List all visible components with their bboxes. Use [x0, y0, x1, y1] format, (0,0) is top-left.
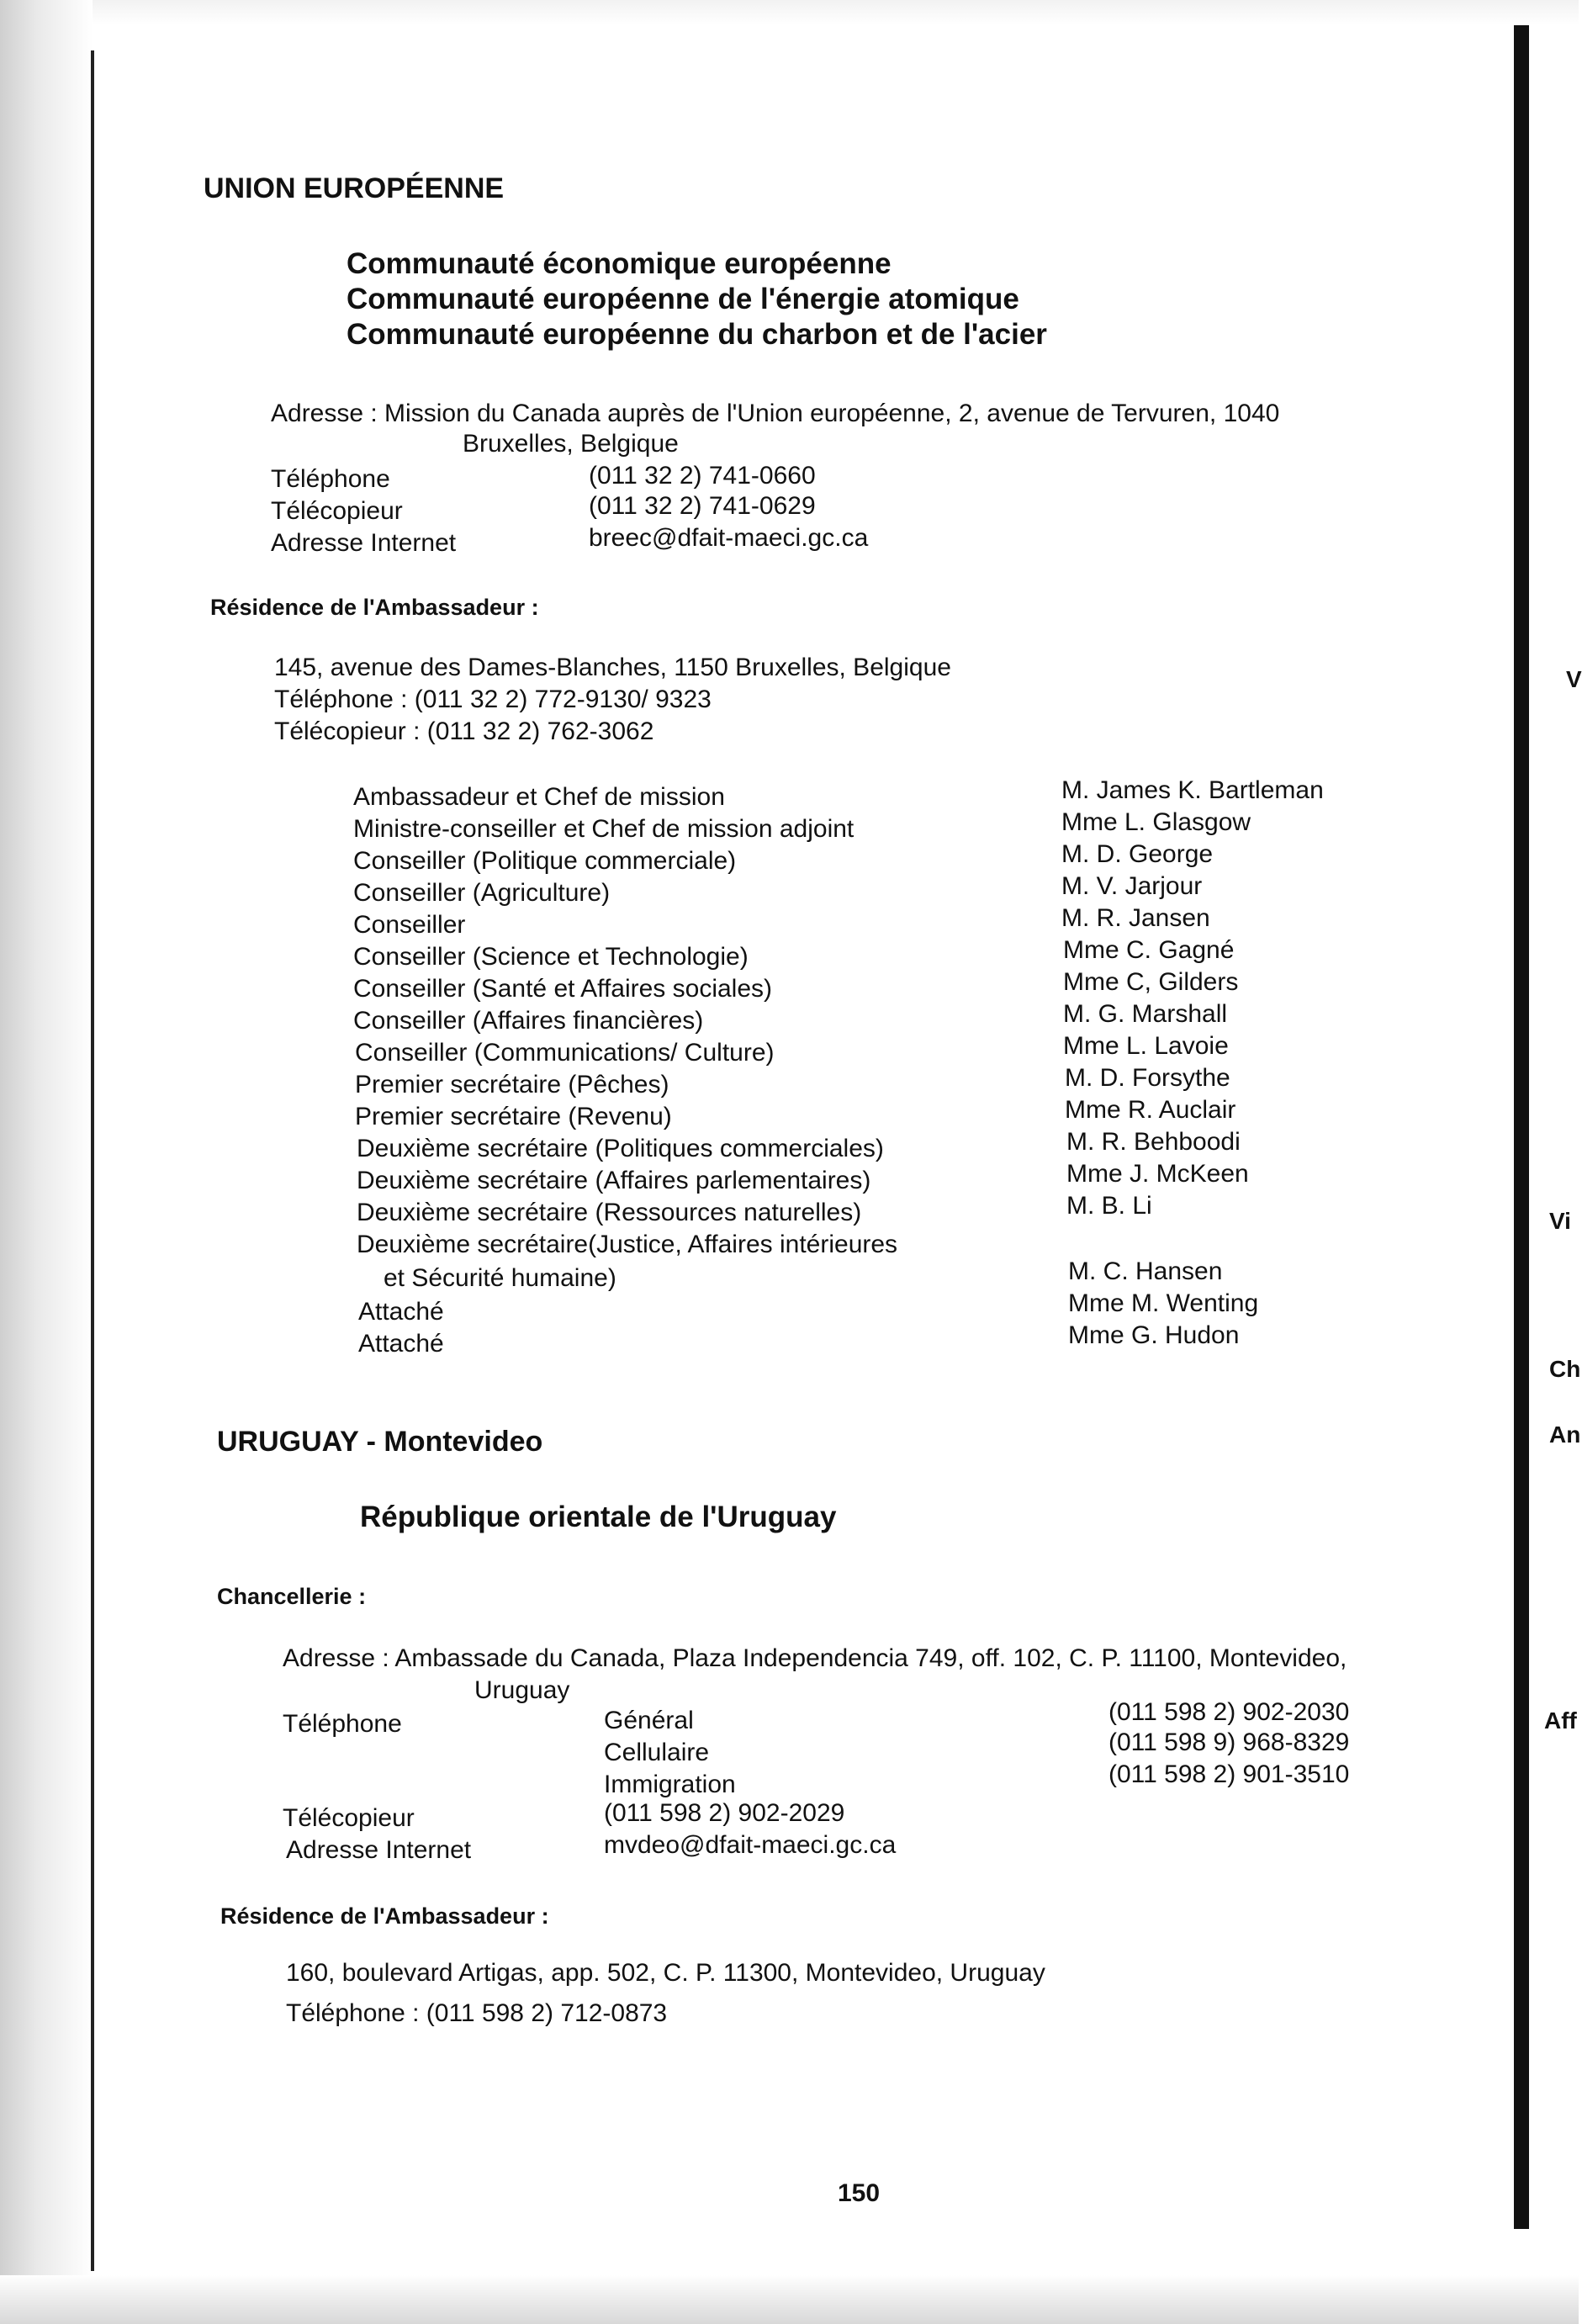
- eu-subtitle-1: Communauté économique européenne: [347, 247, 892, 280]
- edge-fragment: An: [1549, 1421, 1581, 1448]
- eu-staff-title: Conseiller (Santé et Affaires sociales): [353, 975, 773, 1003]
- eu-fax-label: Télécopieur: [271, 497, 403, 525]
- eu-staff-title: Premier secrétaire (Pêches): [355, 1071, 669, 1098]
- eu-staff-name: M. B. Li: [1066, 1192, 1152, 1220]
- eu-staff-title: Conseiller (Affaires financières): [353, 1007, 704, 1035]
- edge-fragment: Vi: [1549, 1208, 1571, 1234]
- page-bottom-edge: [0, 2275, 1579, 2324]
- edge-fragment: Ch: [1549, 1356, 1581, 1382]
- eu-address-line1: Adresse : Mission du Canada auprès de l'Union européenne, 2, avenue de Tervuren, 1040: [271, 400, 1280, 427]
- eu-residence-tel: Téléphone : (011 32 2) 772-9130/ 9323: [274, 686, 712, 713]
- uy-chancellerie-label: Chancellerie :: [217, 1584, 367, 1609]
- eu-subtitle-3: Communauté européenne du charbon et de l'acier: [347, 318, 1047, 351]
- uy-residence-tel: Téléphone : (011 598 2) 712-0873: [286, 1999, 668, 2027]
- uy-tel-label: Téléphone: [283, 1710, 402, 1738]
- eu-staff-title: Deuxième secrétaire (Ressources naturelles): [357, 1199, 862, 1226]
- right-page-border: [1514, 25, 1529, 2229]
- uy-residence-label: Résidence de l'Ambassadeur :: [220, 1903, 549, 1929]
- eu-residence-label: Résidence de l'Ambassadeur :: [210, 595, 539, 620]
- eu-email-value: breec@dfait-maeci.gc.ca: [589, 524, 869, 552]
- eu-residence-fax: Télécopieur : (011 32 2) 762-3062: [274, 717, 654, 745]
- edge-fragment: Aff: [1544, 1707, 1577, 1734]
- left-margin-rule: [91, 50, 94, 2271]
- uy-fax-value: (011 598 2) 902-2029: [604, 1799, 845, 1827]
- uy-email-label: Adresse Internet: [286, 1836, 472, 1864]
- edge-fragment: V: [1566, 666, 1582, 692]
- eu-staff-name: M. G. Marshall: [1063, 1000, 1228, 1028]
- uy-residence-address: 160, boulevard Artigas, app. 502, C. P. 11300, Montevideo, Uruguay: [286, 1959, 1045, 1987]
- eu-staff-name: Mme C. Gagné: [1063, 936, 1235, 964]
- eu-staff-name: M. D. George: [1061, 840, 1214, 868]
- page-number: 150: [838, 2179, 881, 2207]
- eu-staff-name: M. R. Behboodi: [1066, 1128, 1241, 1156]
- eu-staff-name: M. R. Jansen: [1061, 904, 1210, 932]
- uy-phone-number: (011 598 9) 968-8329: [1108, 1728, 1350, 1756]
- eu-staff-name: Mme R. Auclair: [1065, 1096, 1236, 1124]
- eu-staff-title: Conseiller (Communications/ Culture): [355, 1039, 775, 1067]
- uy-phone-number: (011 598 2) 902-2030: [1108, 1698, 1350, 1726]
- eu-staff-name: M. D. Forsythe: [1065, 1064, 1230, 1092]
- eu-staff-title: Deuxième secrétaire (Affaires parlementaires): [357, 1167, 871, 1194]
- eu-fax-value: (011 32 2) 741-0629: [589, 492, 816, 520]
- eu-staff-title: Ambassadeur et Chef de mission: [353, 783, 725, 811]
- uy-phone-kind: Cellulaire: [604, 1739, 710, 1766]
- eu-tel-value: (011 32 2) 741-0660: [589, 462, 816, 490]
- eu-staff-title: Conseiller: [353, 911, 466, 939]
- eu-subtitle-2: Communauté européenne de l'énergie atomique: [347, 283, 1019, 315]
- eu-staff-title: Attaché: [358, 1330, 444, 1358]
- eu-section-title: UNION EUROPÉENNE: [204, 172, 505, 204]
- uy-address-line2: Uruguay: [474, 1676, 570, 1704]
- eu-staff-title: Conseiller (Politique commerciale): [353, 847, 737, 875]
- eu-staff-name: Mme M. Wenting: [1068, 1289, 1259, 1317]
- uy-phone-kind: Immigration: [604, 1771, 736, 1798]
- eu-staff-title: Attaché: [358, 1298, 444, 1326]
- eu-staff-title: Deuxième secrétaire (Politiques commerciales): [357, 1135, 884, 1162]
- uy-address-line1: Adresse : Ambassade du Canada, Plaza Independencia 749, off. 102, C. P. 11100, Montevideo,: [283, 1644, 1347, 1672]
- book-binding-shadow: [0, 0, 93, 2324]
- eu-address-line2: Bruxelles, Belgique: [463, 430, 679, 458]
- eu-staff-name: M. C. Hansen: [1068, 1257, 1223, 1285]
- eu-residence-address: 145, avenue des Dames-Blanches, 1150 Bruxelles, Belgique: [274, 654, 951, 681]
- uy-phone-number: (011 598 2) 901-3510: [1108, 1760, 1350, 1788]
- eu-staff-title: Conseiller (Agriculture): [353, 879, 611, 907]
- eu-staff-name: Mme J. McKeen: [1066, 1160, 1249, 1188]
- eu-email-label: Adresse Internet: [271, 529, 457, 557]
- eu-staff-name: Mme G. Hudon: [1068, 1321, 1240, 1349]
- uy-section-title: URUGUAY - Montevideo: [217, 1426, 543, 1458]
- eu-staff-title: Ministre-conseiller et Chef de mission adjoint: [353, 815, 854, 843]
- eu-staff-title: Premier secrétaire (Revenu): [355, 1103, 672, 1130]
- eu-staff-name: M. V. Jarjour: [1061, 872, 1203, 900]
- eu-staff-name: Mme C, Gilders: [1063, 968, 1239, 996]
- eu-staff-title: Deuxième secrétaire(Justice, Affaires intérieures: [357, 1231, 898, 1258]
- eu-tel-label: Téléphone: [271, 465, 390, 493]
- uy-fax-label: Télécopieur: [283, 1804, 415, 1832]
- page-top-edge: [0, 0, 1579, 25]
- eu-staff-title: et Sécurité humaine): [384, 1264, 616, 1292]
- eu-staff-name: Mme L. Glasgow: [1061, 808, 1251, 836]
- eu-staff-title: Conseiller (Science et Technologie): [353, 943, 749, 971]
- eu-staff-name: Mme L. Lavoie: [1063, 1032, 1229, 1060]
- uy-email-value: mvdeo@dfait-maeci.gc.ca: [604, 1831, 897, 1859]
- uy-subtitle: République orientale de l'Uruguay: [360, 1501, 837, 1533]
- eu-staff-name: M. James K. Bartleman: [1061, 776, 1324, 804]
- uy-phone-kind: Général: [604, 1707, 694, 1734]
